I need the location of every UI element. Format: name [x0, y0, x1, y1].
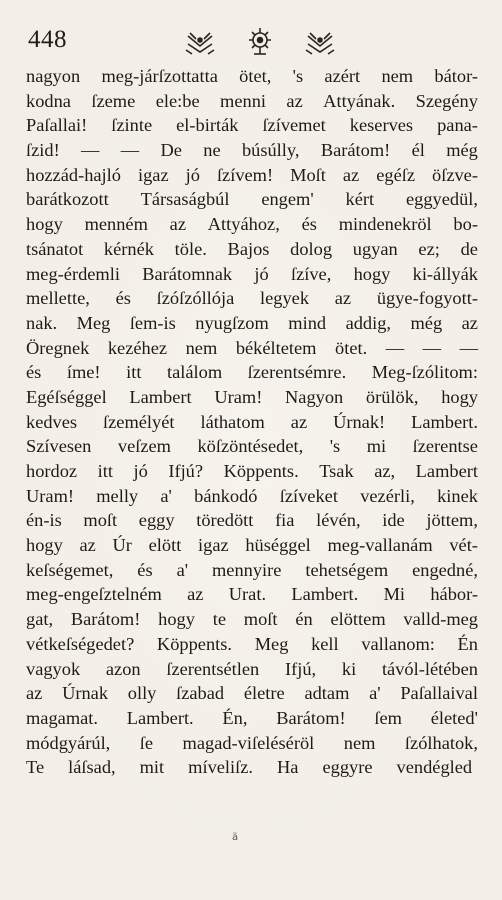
- word: Lambert.: [411, 411, 478, 432]
- word: Tsak: [319, 461, 354, 481]
- word: legyek: [260, 288, 310, 309]
- word: azon: [105, 658, 141, 679]
- word: találom: [166, 362, 223, 383]
- word: elöttem: [330, 609, 386, 630]
- word: az: [79, 535, 96, 556]
- word: és: [26, 362, 42, 383]
- word: ötet,: [239, 66, 272, 86]
- word: ſzerentse: [412, 436, 478, 457]
- word: nagyon: [26, 66, 81, 86]
- word: —: [385, 337, 405, 358]
- word: elött: [148, 535, 182, 556]
- word: életre: [243, 683, 285, 704]
- text-line: [26, 212, 478, 237]
- word: Lambert: [129, 386, 192, 407]
- word: azért: [324, 66, 361, 86]
- word: ſem-is: [129, 312, 176, 333]
- word: Barátom!: [320, 140, 391, 161]
- word: engem': [261, 189, 314, 210]
- word: eggyedül,: [405, 189, 478, 210]
- word: lévén,: [316, 510, 361, 531]
- word: ſem: [374, 707, 402, 728]
- word: te: [212, 609, 226, 630]
- text-line: [26, 113, 478, 138]
- word: távól-létében: [381, 658, 478, 679]
- word: valld-meg: [403, 609, 478, 630]
- word: Nagyon: [285, 386, 344, 407]
- word: meg-engeſztelném: [26, 584, 162, 605]
- text-line: [26, 410, 478, 435]
- word: eggyre: [322, 757, 373, 778]
- text-line: [26, 508, 478, 533]
- word: pana-: [437, 115, 478, 136]
- word: Úr: [112, 535, 132, 556]
- word: az: [334, 288, 352, 309]
- word: köſzöntésedet,: [197, 436, 304, 457]
- word: láthatom: [200, 411, 265, 432]
- word: Lambert.: [291, 584, 359, 605]
- word: hogy: [441, 386, 478, 407]
- word: Lambert.: [126, 707, 194, 728]
- word: Barátomnak: [142, 263, 233, 284]
- word: Öregnek: [26, 337, 90, 358]
- word: láſsad,: [68, 757, 116, 778]
- word: és: [301, 214, 317, 235]
- word: nem: [185, 337, 218, 358]
- text-line: [26, 138, 478, 163]
- word: magad-viſeléséröl: [182, 732, 315, 753]
- word: ſzólhatok,: [404, 732, 478, 753]
- word: örülök,: [365, 386, 419, 407]
- word: és: [137, 559, 153, 580]
- footer-mark: ä: [232, 832, 239, 843]
- word: és: [115, 288, 131, 309]
- text-line: [26, 755, 478, 780]
- word: menni: [220, 90, 266, 111]
- word: mindenekröl: [338, 214, 432, 235]
- word: hogy: [26, 214, 63, 235]
- word: addig,: [345, 312, 392, 333]
- page-number: 448: [28, 26, 67, 53]
- word: kell: [311, 633, 339, 654]
- word: ſe: [139, 732, 154, 753]
- word: ſzívem!: [216, 164, 274, 185]
- word: Meg: [76, 312, 111, 333]
- word: ſzabad: [176, 683, 225, 704]
- word: hogy: [158, 609, 195, 630]
- word: békéltetem: [235, 337, 317, 358]
- word: Ifjú?: [168, 461, 204, 481]
- word: kedves: [26, 411, 78, 432]
- text-line: [26, 336, 478, 361]
- word: Én: [457, 633, 478, 654]
- word: barátkozott: [26, 189, 109, 210]
- text-line: [26, 89, 478, 114]
- word: meg-érdemli: [26, 263, 120, 284]
- word: mit: [139, 757, 165, 778]
- word: igaz: [198, 535, 229, 556]
- text-line: [26, 632, 478, 657]
- word: vagyok: [26, 658, 81, 679]
- word: engedné,: [412, 559, 478, 580]
- word: töredött: [196, 510, 254, 531]
- word: melly: [96, 485, 139, 506]
- text-line: [26, 558, 478, 583]
- word: a': [176, 559, 189, 580]
- word: moſt: [83, 510, 118, 531]
- word: vendégled: [396, 757, 473, 778]
- word: Attyának.: [323, 90, 396, 111]
- word: Köppents.: [156, 633, 233, 654]
- word: íme!: [66, 362, 101, 383]
- ornament-right-icon: [306, 33, 334, 54]
- word: búsúlly,: [241, 140, 300, 161]
- word: —: [459, 337, 478, 358]
- word: el-birták: [176, 115, 239, 136]
- ornament-left-icon: [186, 33, 214, 54]
- word: bátor-: [434, 66, 478, 86]
- word: Attyához,: [207, 214, 280, 235]
- word: az: [290, 411, 308, 432]
- word: Meg-ſzólitom:: [371, 362, 478, 383]
- text-line: [26, 262, 478, 287]
- word: keſségemet,: [26, 559, 114, 580]
- word: ſzíve,: [290, 263, 332, 284]
- word: Úrnak: [62, 683, 109, 704]
- word: Köppents.: [223, 461, 299, 481]
- word: tehetségem: [305, 559, 389, 580]
- word: jó: [185, 164, 200, 185]
- word: Ha: [277, 757, 299, 778]
- word: Úrnak!: [333, 411, 386, 432]
- text-line: [26, 533, 478, 558]
- word: az,: [374, 461, 396, 481]
- word: itt: [126, 362, 142, 383]
- word: mellette,: [26, 288, 90, 309]
- word: Paſallai!: [26, 115, 88, 136]
- word: Barátom!: [276, 707, 346, 728]
- text-line: [26, 237, 478, 262]
- word: Szegény: [415, 90, 478, 111]
- word: magamat.: [26, 707, 99, 728]
- word: hozzád-hajló: [26, 164, 121, 185]
- word: Én,: [222, 707, 248, 728]
- word: vezérli,: [360, 485, 415, 506]
- text-line: [26, 607, 478, 632]
- word: öſzve-: [432, 164, 478, 185]
- word: jöttem,: [426, 510, 478, 531]
- word: hábor-: [430, 584, 478, 605]
- word: ſzívemet: [262, 115, 326, 136]
- word: —: [120, 140, 140, 161]
- word: tsánatot: [26, 238, 84, 259]
- word: kezéhez: [107, 337, 168, 358]
- word: De: [160, 140, 182, 161]
- word: moſt: [243, 609, 278, 630]
- text-line: [26, 311, 478, 336]
- word: nak.: [26, 312, 58, 333]
- page-text: [26, 64, 478, 780]
- word: kinek: [437, 485, 478, 506]
- word: jó: [254, 263, 269, 284]
- word: ki-állyák: [412, 263, 478, 284]
- word: ſzemélyét: [103, 411, 175, 432]
- word: dolog: [290, 238, 333, 259]
- word: keserves: [349, 115, 414, 136]
- word: menném: [84, 214, 148, 235]
- word: ez;: [418, 238, 440, 259]
- word: jó: [133, 461, 148, 481]
- ornament-center-icon: [249, 28, 271, 54]
- word: mind: [288, 312, 327, 333]
- text-line: [26, 434, 478, 459]
- text-line: [26, 582, 478, 607]
- text-line: [26, 286, 478, 311]
- word: mennyire: [212, 559, 282, 580]
- word: —: [422, 337, 442, 358]
- text-line: [26, 163, 478, 188]
- word: ſzerentsétlen: [166, 658, 260, 679]
- word: ſzinte: [111, 115, 153, 136]
- word: ötet.: [335, 337, 368, 358]
- word: én-is: [26, 510, 62, 531]
- word: gat,: [26, 609, 54, 630]
- word: de: [460, 238, 478, 259]
- text-line: [26, 681, 478, 706]
- word: Moſt: [290, 164, 326, 185]
- word: az: [187, 584, 204, 605]
- text-line: [26, 657, 478, 682]
- word: az: [461, 312, 478, 333]
- word: itt: [97, 461, 113, 481]
- word: nem: [343, 732, 376, 753]
- word: az: [26, 683, 43, 704]
- text-line: [26, 731, 478, 756]
- word: Paſallaival: [400, 683, 478, 704]
- word: Lambert: [415, 461, 478, 481]
- word: ki: [341, 658, 357, 679]
- word: hogy: [26, 535, 63, 556]
- word: Egéſséggel: [26, 386, 107, 407]
- word: Uram!: [26, 485, 74, 506]
- word: 's: [292, 66, 304, 86]
- text-line: [26, 484, 478, 509]
- word: Uram!: [214, 386, 263, 407]
- word: Ifjú,: [285, 658, 317, 679]
- word: meg-járſzottatta: [101, 66, 218, 86]
- word: Barátom!: [70, 609, 141, 630]
- word: az: [169, 214, 186, 235]
- word: hüséggel: [245, 535, 311, 556]
- text-line: [26, 459, 478, 484]
- word: olly: [127, 683, 157, 704]
- word: ide: [382, 510, 405, 531]
- word: míveliſz.: [188, 757, 254, 778]
- word: ugyan: [352, 238, 398, 259]
- word: ſzóſzóllója: [156, 288, 235, 309]
- word: Mi: [383, 584, 406, 605]
- word: Urat.: [228, 584, 267, 605]
- word: én: [295, 609, 313, 630]
- word: fia: [275, 510, 295, 531]
- word: Meg: [254, 633, 289, 654]
- text-line: [26, 385, 478, 410]
- word: még: [446, 140, 478, 161]
- word: vallanom:: [361, 633, 435, 654]
- word: Szívesen: [26, 436, 92, 457]
- word: hogy: [353, 263, 391, 284]
- word: ſzíveket: [279, 485, 338, 506]
- word: nem: [381, 66, 414, 86]
- page-header: [28, 22, 474, 62]
- word: veſzem: [117, 436, 171, 457]
- word: ſzid!: [26, 140, 60, 161]
- word: ſzeme: [91, 90, 136, 111]
- word: ne: [203, 140, 221, 161]
- word: életed': [430, 707, 478, 728]
- word: adtam: [304, 683, 350, 704]
- word: bo-: [453, 214, 478, 235]
- word: az: [286, 90, 303, 111]
- word: töle.: [174, 238, 207, 259]
- text-line: [26, 64, 478, 89]
- word: eggy: [138, 510, 175, 531]
- word: mi: [366, 436, 387, 457]
- header-ornaments: [180, 22, 340, 62]
- word: ügye-fogyott-: [376, 288, 478, 309]
- word: ſzerentsémre.: [247, 362, 347, 383]
- word: Te: [26, 757, 45, 778]
- word: a': [160, 485, 172, 506]
- word: vétkeſségedet?: [26, 633, 135, 654]
- word: nyugſzom: [195, 312, 269, 333]
- word: meg-vallanám: [327, 535, 433, 556]
- text-line: [26, 360, 478, 385]
- word: még: [410, 312, 443, 333]
- word: vét-: [449, 535, 478, 556]
- word: egéſz: [376, 164, 416, 185]
- word: ele:be: [155, 90, 200, 111]
- word: bánkodó: [194, 485, 258, 506]
- word: igaz: [137, 164, 169, 185]
- word: kért: [345, 189, 375, 210]
- word: kérnék: [103, 238, 154, 259]
- word: hordoz: [26, 461, 78, 481]
- word: Bajos: [227, 238, 270, 259]
- word: módgyárúl,: [26, 732, 111, 753]
- word: —: [81, 140, 100, 161]
- word: 's: [329, 436, 341, 457]
- word: a': [369, 683, 381, 704]
- word: él: [411, 140, 425, 161]
- text-line: [26, 187, 478, 212]
- word: Társaságbúl: [140, 189, 230, 210]
- text-line: [26, 706, 478, 731]
- word: az: [342, 164, 360, 185]
- word: kodna: [26, 90, 71, 111]
